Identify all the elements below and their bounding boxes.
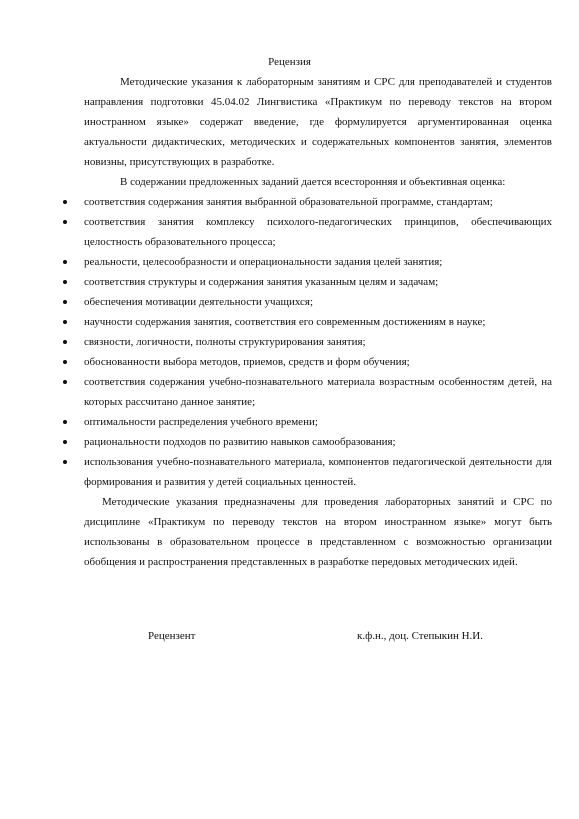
bullet-icon [63,460,67,464]
list-item-text: оптимальности распределения учебного времени; [84,416,318,428]
bullet-icon [63,340,67,344]
list-item [84,292,552,312]
list-item-text: использования учебно-познавательного материала, компонентов педагогической деятельности для формирования и развития у детей социальных ценностей. [84,456,552,488]
bullet-icon [63,300,67,304]
list-item [84,192,552,212]
reviewer-label: Рецензент [148,630,196,642]
list-item [84,332,552,352]
bullet-icon [63,260,67,264]
bullet-icon [63,380,67,384]
list-item-text: обоснованности выбора методов, приемов, средств и форм обучения; [84,356,410,368]
list-item [84,412,552,432]
list-item [84,432,552,452]
list-item [84,372,552,412]
list-item [84,212,552,252]
conclusion-paragraph: Методические указания предназначены для проведения лабораторных занятий и СРС по дисциплине «Практикум по переводу текстов на втором иностранном языке» могут быть использованы в образовательном процессе в представленном с возможностью организации обобщения и распространения представленных в разработке передовых методических идей. [84,496,552,568]
list-item [84,252,552,272]
bullet-icon [63,220,67,224]
list-item [84,352,552,372]
list-item-text: соответствия содержания занятия выбранной образовательной программе, стандартам; [84,196,493,208]
list-item-text: рациональности подходов по развитию навыков самообразования; [84,436,396,448]
criteria-list [84,192,552,492]
list-item-text: обеспечения мотивации деятельности учащихся; [84,296,314,308]
list-item-text: реальности, целесообразности и операциональности задания целей занятия; [84,256,443,268]
list-item [84,452,552,492]
list-item-text: связности, логичности, полноты структурирования занятия; [84,336,366,348]
list-item-text: соответствия занятия комплексу психолого-педагогических принципов, обеспечивающих целостность образовательного процесса; [84,216,552,248]
bullet-icon [63,440,67,444]
reviewer-name: к.ф.н., доц. Степыкин Н.И. [357,630,484,642]
bullet-icon [63,360,67,364]
list-item-text: соответствия структуры и содержания занятия указанным целям и задачам; [84,276,439,288]
bullet-icon [63,280,67,284]
list-item [84,272,552,292]
document-body [84,72,552,572]
bullet-icon [63,420,67,424]
list-item-text: соответствия содержания учебно-познавательного материала возрастным особенностям детей, на которых рассчитано данное занятие; [84,376,552,408]
bullet-icon [63,200,67,204]
document-title: Рецензия [268,56,311,68]
bullet-icon [63,320,67,324]
lead-paragraph: В содержании предложенных заданий дается всесторонняя и объективная оценка: [120,176,506,188]
list-item-text: научности содержания занятия, соответствия его современным достижениям в науке; [84,316,486,328]
list-item [84,312,552,332]
intro-paragraph: Методические указания к лабораторным занятиям и СРС для преподавателей и студентов направления подготовки 45.04.02 Лингвистика «Практикум по переводу текстов на втором иностранном языке» содержат введение, где формулируется аргументированная оценка актуальности дидактических, методических и содержательных компонентов занятия, элементов новизны, присутствующих в разработке. [84,76,552,168]
